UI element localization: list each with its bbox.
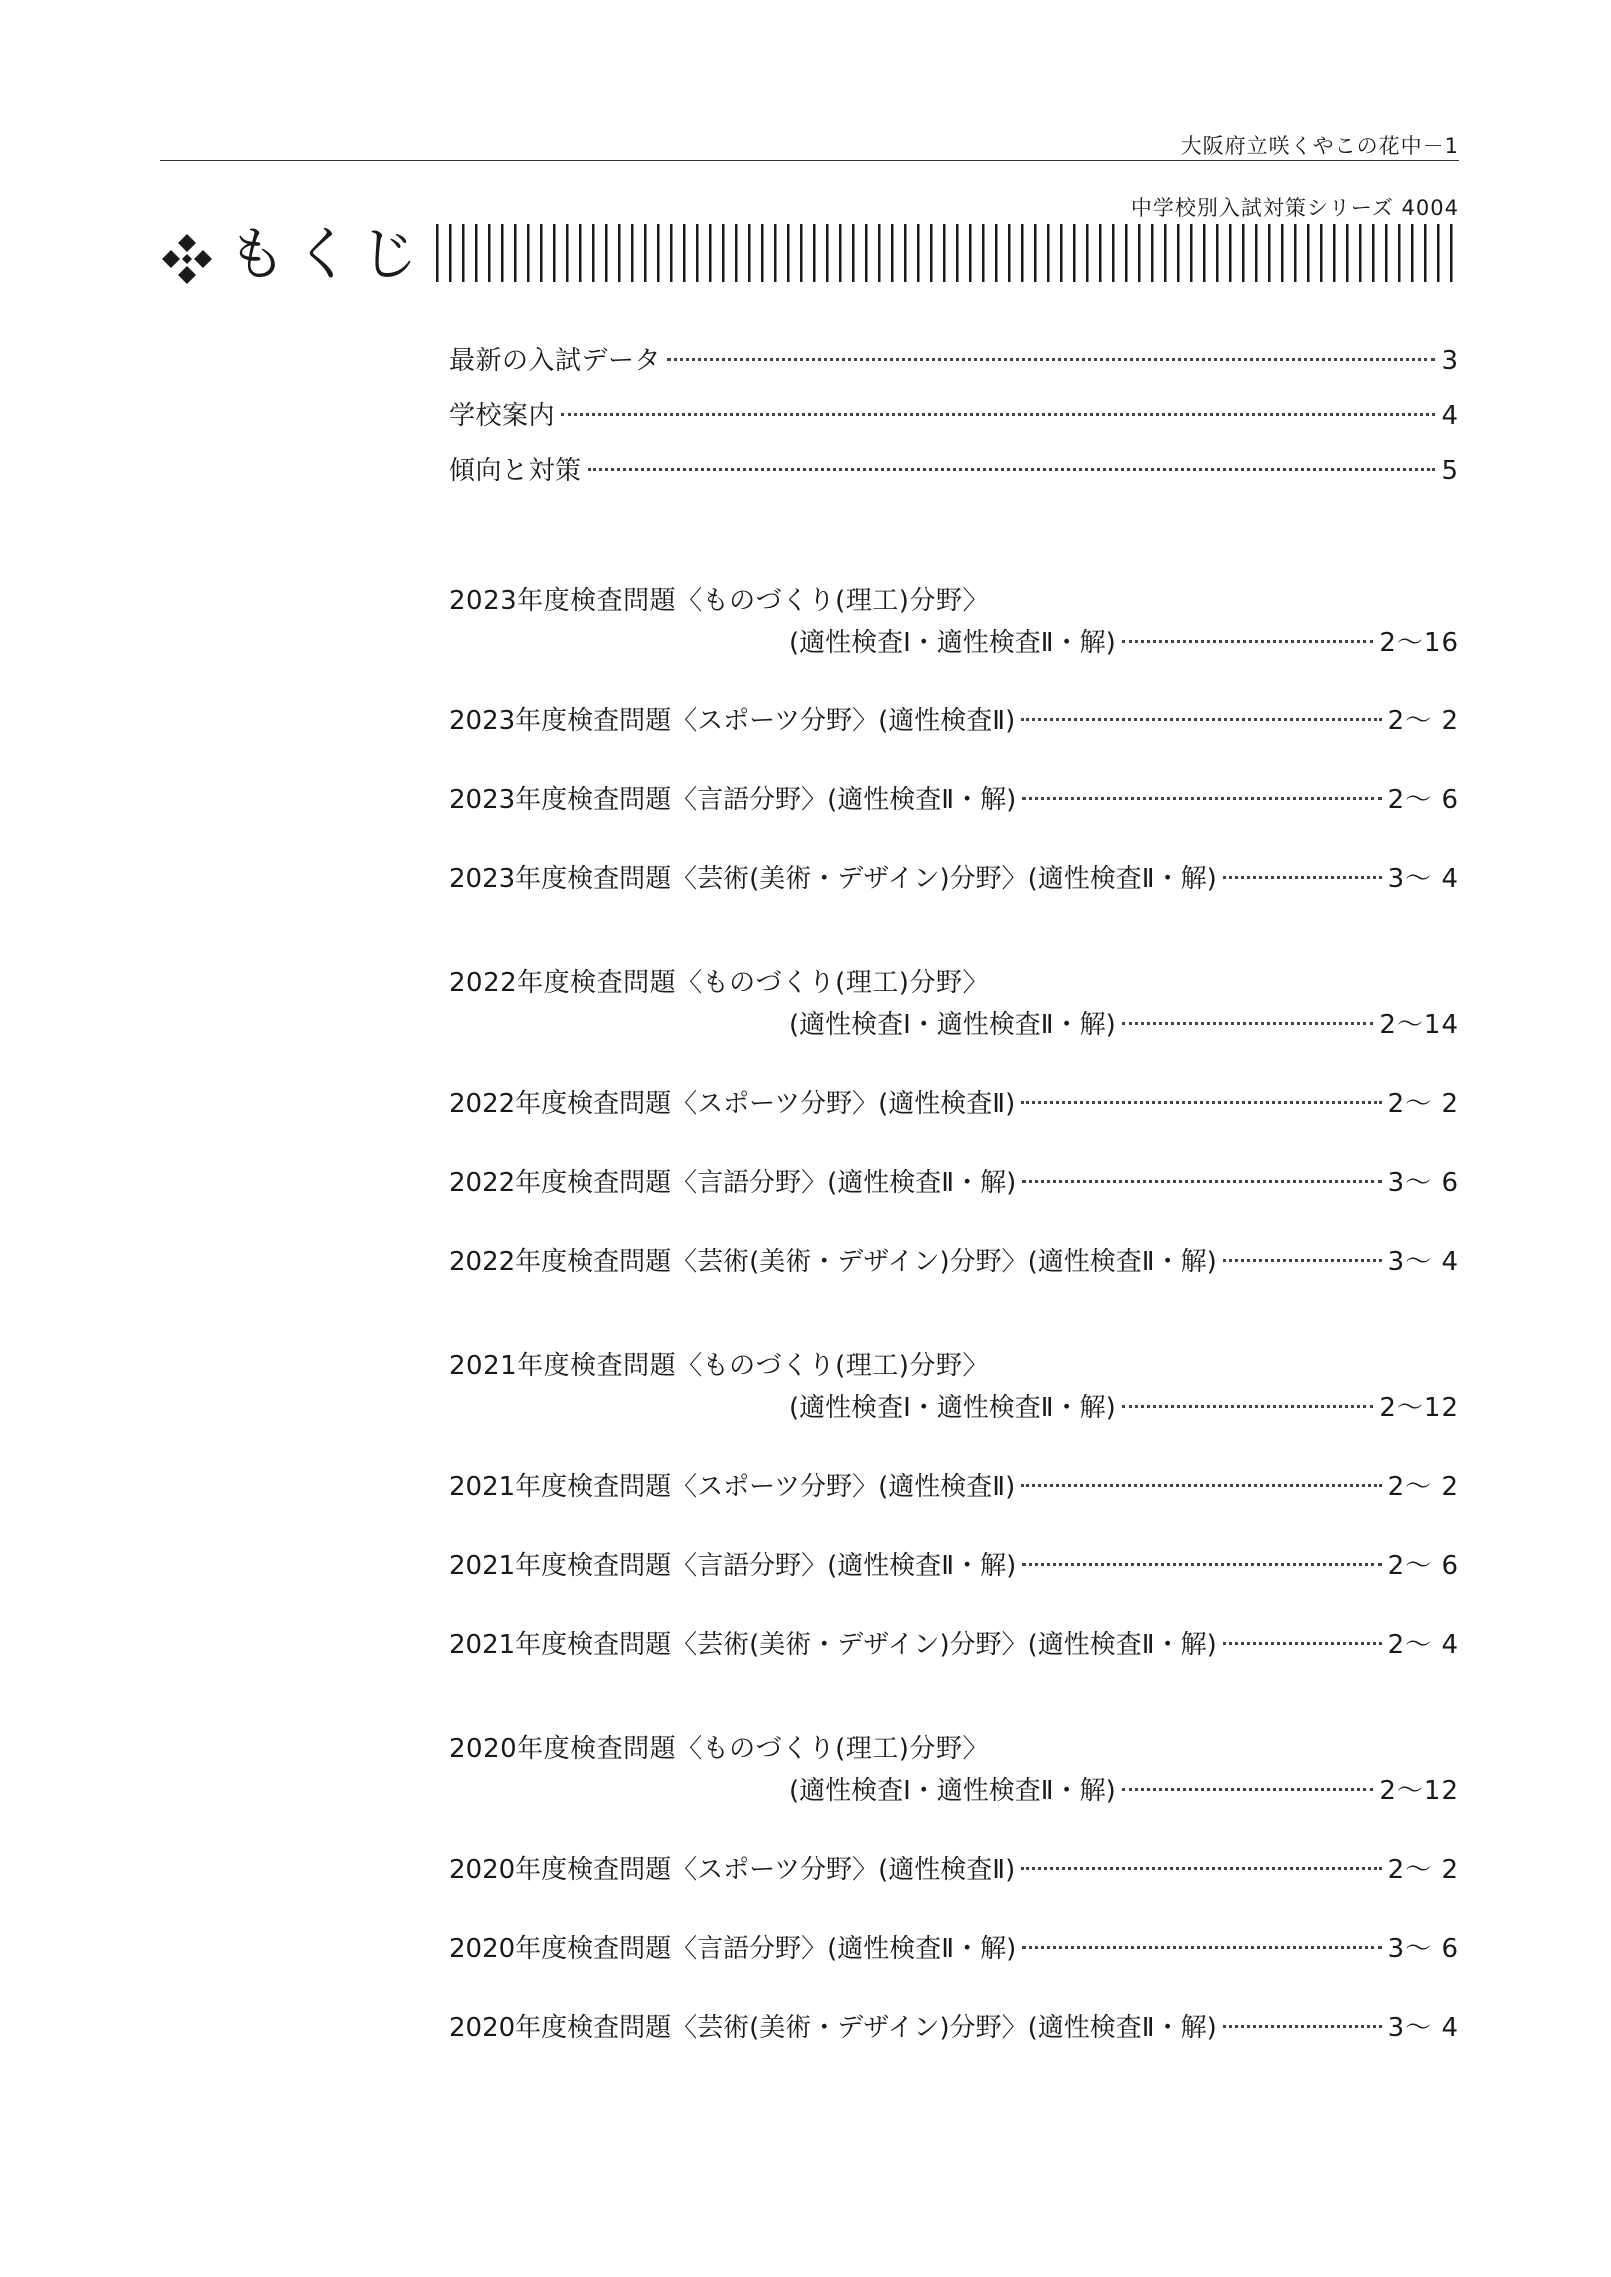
dot-leader	[1122, 640, 1374, 643]
dot-leader	[1122, 1788, 1374, 1791]
toc-entry-monozukuri-detail[interactable]	[449, 1770, 1459, 1810]
header-rule	[160, 160, 1459, 161]
dot-leader	[1122, 1022, 1374, 1025]
toc-entry-page: 3	[1441, 346, 1459, 376]
dot-leader	[1022, 1180, 1381, 1183]
title-decorative-bars	[436, 224, 1459, 282]
toc-entry-label: 2020年度検査問題〈スポーツ分野〉(適性検査Ⅱ)	[449, 1855, 1016, 1885]
page-title: もくじ	[228, 220, 427, 288]
toc-entry-page: 2〜12	[1379, 1776, 1459, 1806]
toc-entry[interactable]	[449, 395, 1459, 435]
toc-entry[interactable]	[449, 1162, 1459, 1202]
toc-entry-page: 2〜 6	[1387, 1551, 1459, 1581]
toc-entry-label: 2022年度検査問題〈言語分野〉(適性検査Ⅱ・解)	[449, 1168, 1017, 1198]
dot-leader	[1021, 718, 1381, 721]
toc-entry[interactable]	[449, 1466, 1459, 1506]
toc-entry-label: (適性検査Ⅰ・適性検査Ⅱ・解)	[789, 1776, 1116, 1806]
toc-entry[interactable]	[449, 779, 1459, 819]
toc-entry-page: 2〜12	[1379, 1393, 1459, 1423]
toc-entry[interactable]	[449, 1624, 1459, 1664]
toc-entry-monozukuri-title[interactable]	[449, 1728, 1459, 1768]
dot-leader	[1021, 1101, 1381, 1104]
toc-entry-label: 最新の入試データ	[449, 346, 662, 376]
toc-entry-label: 2020年度検査問題〈ものづくり(理工)分野〉	[449, 1734, 989, 1764]
toc-entry-page: 2〜 2	[1387, 706, 1459, 736]
toc-entry-monozukuri-title[interactable]	[449, 1345, 1459, 1385]
toc-entry-page: 5	[1441, 456, 1459, 486]
toc-entry-monozukuri-title[interactable]	[449, 580, 1459, 620]
dot-leader	[1022, 1563, 1381, 1566]
toc-entry-monozukuri-title[interactable]	[449, 962, 1459, 1002]
toc-entry-page: 2〜 4	[1387, 1630, 1459, 1660]
dot-leader	[1022, 797, 1381, 800]
toc-entry-monozukuri-detail[interactable]	[449, 622, 1459, 662]
toc-entry-label: (適性検査Ⅰ・適性検査Ⅱ・解)	[789, 1010, 1116, 1040]
dot-leader	[1021, 1867, 1381, 1870]
dot-leader	[667, 358, 1435, 361]
toc-entry-page: 2〜 2	[1387, 1089, 1459, 1119]
toc-entry[interactable]	[449, 2007, 1459, 2047]
toc-entry-label: 2023年度検査問題〈言語分野〉(適性検査Ⅱ・解)	[449, 785, 1017, 815]
toc-entry-page: 2〜 2	[1387, 1472, 1459, 1502]
toc-entry-page: 2〜 6	[1387, 785, 1459, 815]
toc-entry-label: 2022年度検査問題〈スポーツ分野〉(適性検査Ⅱ)	[449, 1089, 1016, 1119]
dot-leader	[1223, 876, 1382, 879]
toc-entry[interactable]	[449, 340, 1459, 380]
toc-entry-page: 2〜14	[1379, 1010, 1459, 1040]
running-head: 大阪府立咲くやこの花中－1	[1180, 134, 1459, 158]
toc-entry-page: 3〜 4	[1387, 2013, 1459, 2043]
toc-entry-label: 2020年度検査問題〈言語分野〉(適性検査Ⅱ・解)	[449, 1934, 1017, 1964]
toc-entry-label: 2021年度検査問題〈芸術(美術・デザイン)分野〉(適性検査Ⅱ・解)	[449, 1630, 1217, 1660]
toc-entry-page: 3〜 6	[1387, 1168, 1459, 1198]
toc-entry-page: 3〜 6	[1387, 1934, 1459, 1964]
toc-entry-label: 学校案内	[449, 401, 556, 431]
toc-entry[interactable]	[449, 1849, 1459, 1889]
toc-entry[interactable]	[449, 700, 1459, 740]
toc-entry-page: 2〜16	[1379, 628, 1459, 658]
toc-entry[interactable]	[449, 858, 1459, 898]
toc-entry[interactable]	[449, 1241, 1459, 1281]
series-label: 中学校別入試対策シリーズ 4004	[1130, 196, 1459, 220]
toc-entry-monozukuri-detail[interactable]	[449, 1387, 1459, 1427]
toc-entry-page: 4	[1441, 401, 1459, 431]
toc-entry-label: 2023年度検査問題〈芸術(美術・デザイン)分野〉(適性検査Ⅱ・解)	[449, 864, 1217, 894]
dot-leader	[1223, 1259, 1382, 1262]
toc-entry[interactable]	[449, 1083, 1459, 1123]
toc-entry-label: (適性検査Ⅰ・適性検査Ⅱ・解)	[789, 1393, 1116, 1423]
toc-entry-page: 2〜 2	[1387, 1855, 1459, 1885]
toc-entry-label: 2022年度検査問題〈芸術(美術・デザイン)分野〉(適性検査Ⅱ・解)	[449, 1247, 1217, 1277]
toc-entry-page: 3〜 4	[1387, 864, 1459, 894]
toc-entry-label: 2023年度検査問題〈ものづくり(理工)分野〉	[449, 586, 989, 616]
dot-leader	[1223, 2025, 1382, 2028]
toc-entry[interactable]	[449, 450, 1459, 490]
toc-entry-label: 2022年度検査問題〈ものづくり(理工)分野〉	[449, 968, 989, 998]
toc-entry[interactable]	[449, 1545, 1459, 1585]
toc-entry-label: 2023年度検査問題〈スポーツ分野〉(適性検査Ⅱ)	[449, 706, 1016, 736]
toc-entry-label: 2021年度検査問題〈スポーツ分野〉(適性検査Ⅱ)	[449, 1472, 1016, 1502]
dot-leader	[1022, 1946, 1381, 1949]
dot-leader	[561, 413, 1435, 416]
dot-leader	[588, 468, 1436, 471]
toc-entry-page: 3〜 4	[1387, 1247, 1459, 1277]
dot-leader	[1223, 1642, 1382, 1645]
dot-leader	[1021, 1484, 1381, 1487]
four-diamond-ornament-icon	[160, 232, 214, 286]
toc-entry-label: 2021年度検査問題〈ものづくり(理工)分野〉	[449, 1351, 989, 1381]
dot-leader	[1122, 1405, 1374, 1408]
toc-entry-label: (適性検査Ⅰ・適性検査Ⅱ・解)	[789, 628, 1116, 658]
toc-entry-label: 2020年度検査問題〈芸術(美術・デザイン)分野〉(適性検査Ⅱ・解)	[449, 2013, 1217, 2043]
toc-entry-label: 2021年度検査問題〈言語分野〉(適性検査Ⅱ・解)	[449, 1551, 1017, 1581]
toc-entry-monozukuri-detail[interactable]	[449, 1004, 1459, 1044]
toc-entry-label: 傾向と対策	[449, 456, 582, 486]
toc-entry[interactable]	[449, 1928, 1459, 1968]
